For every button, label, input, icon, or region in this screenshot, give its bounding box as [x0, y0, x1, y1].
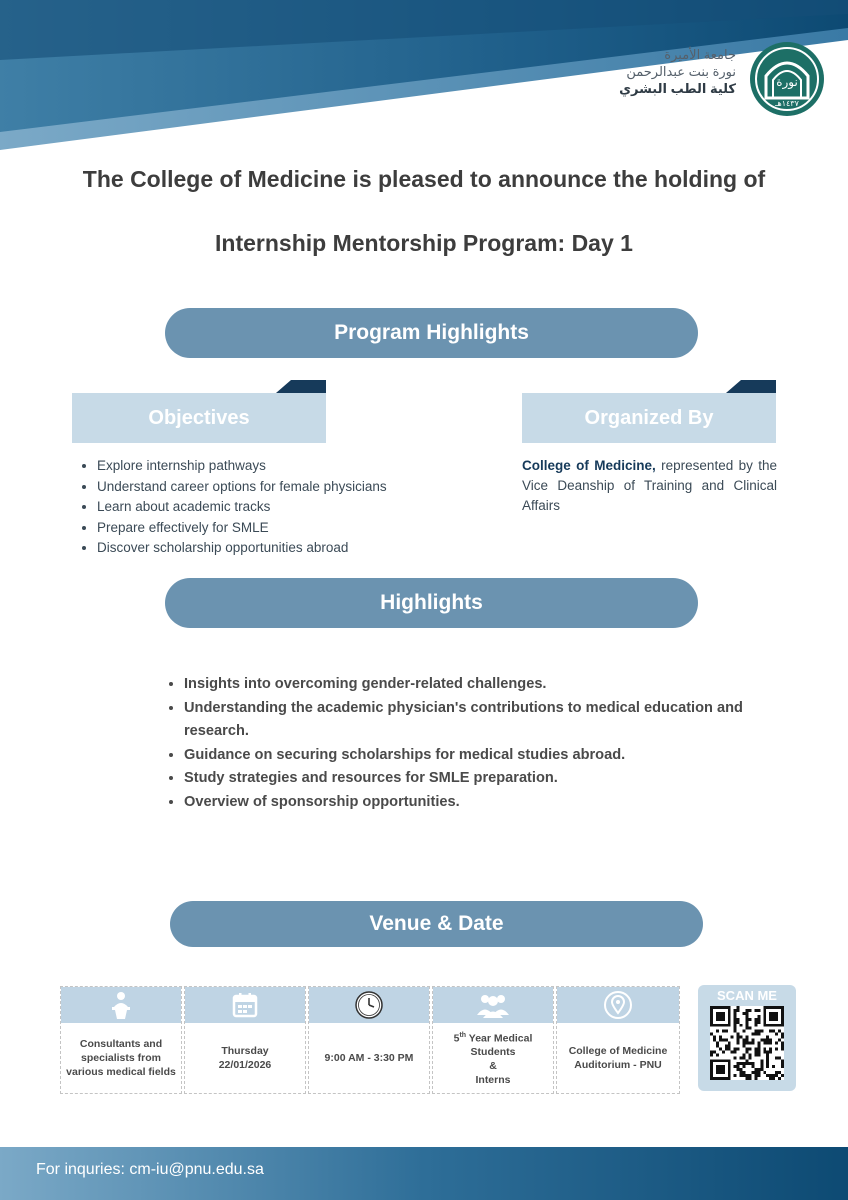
highlights-heading: Highlights [165, 578, 698, 628]
highlights-list [166, 673, 746, 814]
logo-line-1: جامعة الأميرة [664, 47, 736, 62]
scan-me-label: SCAN ME [717, 988, 777, 1003]
speakers-cell [60, 986, 182, 1094]
qr-code-icon[interactable] [710, 1006, 784, 1080]
speaker-podium-icon [104, 990, 138, 1020]
location-pin-icon [603, 990, 633, 1020]
objective-item: • Learn about academic tracks [97, 497, 475, 518]
seal-text: نورة [776, 75, 798, 89]
venue-date-heading: Venue & Date [170, 901, 703, 947]
venue-table [60, 986, 680, 1094]
highlight-item: • Guidance on securing scholarships for medical studies abroad. [184, 744, 746, 768]
time-cell [308, 986, 430, 1094]
objectives-heading: Objectives [72, 393, 326, 443]
objective-item: • Understand career options for female physicians [97, 477, 475, 498]
audience-text [437, 1027, 549, 1089]
audience-year-suffix: th [459, 1031, 467, 1039]
audience-line-2: Interns [475, 1074, 511, 1087]
contact-email-link[interactable]: For inquries: cm-iu@pnu.edu.sa [36, 1161, 264, 1178]
footer-content [0, 1147, 848, 1200]
seal-year: ١٤٣٧هـ [775, 99, 799, 108]
organizer-name: College of Medicine, [522, 458, 656, 473]
highlight-item: • Understanding the academic physician's contributions to medical education and research. [184, 697, 746, 744]
highlight-item: • Overview of sponsorship opportunities. [184, 791, 746, 815]
audience-line-1: Year Medical Students [466, 1032, 533, 1059]
highlight-item: • Insights into overcoming gender-related challenges. [184, 673, 746, 697]
highlight-item: • Study strategies and resources for SMLE preparation. [184, 767, 746, 791]
location-cell [556, 986, 680, 1094]
speakers-text: Consultants and specialists from various medical fields [66, 1038, 176, 1078]
objective-item: • Discover scholarship opportunities abroad [97, 538, 475, 559]
university-logo [619, 40, 826, 120]
program-highlights-heading: Program Highlights [165, 308, 698, 358]
calendar-icon [231, 991, 259, 1019]
date-text [189, 1027, 301, 1089]
time-text: 9:00 AM - 3:30 PM [324, 1052, 414, 1064]
logo-line-3: كلية الطب البشري [619, 81, 736, 96]
clock-icon [354, 990, 384, 1020]
objectives-list [75, 456, 475, 559]
organizer-description [522, 456, 777, 516]
audience-year: 5 [453, 1032, 460, 1045]
objective-item: • Explore internship pathways [97, 456, 475, 477]
organizer-details: represented by the Vice Deanship of Training and Clinical Affairs [522, 458, 777, 513]
scan-me-card[interactable] [698, 985, 796, 1091]
location-text: College of Medicine Auditorium - PNU [568, 1045, 668, 1071]
university-name [619, 46, 736, 97]
headline-line-1: The College of Medicine is pleased to announce the holding of [82, 166, 766, 192]
day-text: Thursday [221, 1045, 269, 1057]
headline-line-2: Internship Mentorship Program: Day 1 [215, 230, 633, 256]
organized-by-heading: Organized By [522, 393, 776, 443]
audience-cell [432, 986, 554, 1094]
people-group-icon [473, 991, 513, 1019]
objective-item: • Prepare effectively for SMLE [97, 518, 475, 539]
logo-line-2: نورة بنت عبدالرحمن [626, 64, 736, 79]
audience-ampersand: & [489, 1060, 497, 1073]
date-cell [184, 986, 306, 1094]
date-value: 22/01/2026 [218, 1059, 272, 1071]
university-seal-icon [748, 40, 826, 118]
